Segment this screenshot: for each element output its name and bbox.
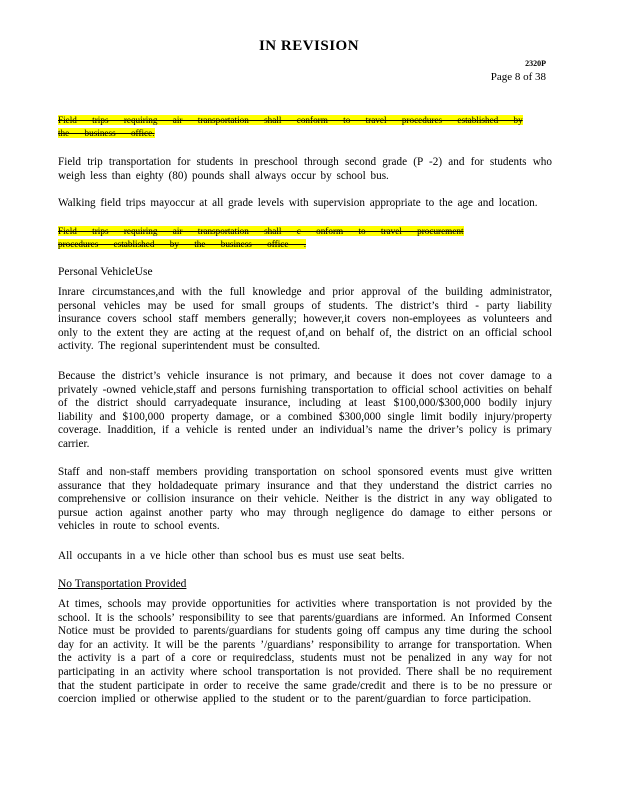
paragraph-staff-assurance: Staff and non-staff members providing transportation on school sponsored events must give written assurance that they holdadequate primary insurance and that they understand the district carries no comprehensive or collision insurance on their vehicle. Neither is the district in any way obligated to pursue action against another party who may through negligence do damage to either persons or vehicles in route to school events. — [58, 466, 552, 533]
struck-text-1: Field trips requiring air transportation shall conform to travel procedures established by the business office. — [58, 115, 523, 138]
heading-personal-vehicle-use: Personal VehicleUse — [58, 266, 153, 278]
paragraph-no-transportation: At times, schools may provide opportunities for activities where transportation is not provided by the school. It is the schools’ responsibility to see that parents/guardians are informed. An Informed Consent Notice must be provided to parents/guardians for students going off campus any time during the school day for an activity. It will be the parents ’/guardians’ responsibility to arrange for transportation. When the activity is a part of a core or requiredclass, students must not be penalized in any way for not participating in an activity where school transportation is not provided. There shall be no requirement that the student participate in order to receive the same grade/credit and there is to be no pressure or coercion implied or otherwise applied to the student or to the parent/guardian to force participation. — [58, 598, 552, 706]
heading-no-transportation-provided: No Transportation Provided — [58, 578, 187, 590]
policy-code: 2320P — [525, 59, 546, 68]
struck-paragraph-2 — [58, 225, 510, 251]
paragraph-personal-vehicles: Inrare circumstances,and with the full knowledge and prior approval of the building administrator, personal vehicles may be used for small groups of students. The district’s third - party liability insurance covers school staff members generally; however,it covers non-employees as volunteers and only to the extent they are acting at the request of,and on behalf of, the district on an official school activity. The regional superintendent must be consulted. — [58, 286, 552, 353]
document-title: IN REVISION — [258, 38, 360, 54]
paragraph-field-trip-transportation: Field trip transportation for students in preschool through second grade (P -2) and for students who weigh less than eighty (80) pounds shall always occur by school bus. — [58, 156, 552, 182]
struck-text-2: Field trips requiring air transportation shall c onform to travel procurement procedures established by the business office . — [58, 226, 464, 249]
page-number: Page 8 of 38 — [490, 71, 546, 83]
paragraph-vehicle-insurance: Because the district’s vehicle insurance is not primary, and because it does not cover damage to a privately -owned vehicle,staff and persons furnishing transportation to official school activities on behalf of the district should carryadequate insurance, including at least $100,000/$300,000 bodily injury liability and $100,000 property damage, or a combined $300,000 single limit bodily injury/property coverage. Inaddition, if a vehicle is rented under an individual’s name the driver’s policy is primary carrier. — [58, 370, 552, 450]
struck-paragraph-1 — [58, 114, 536, 140]
paragraph-seat-belts: All occupants in a ve hicle other than school bus es must use seat belts. — [58, 550, 405, 562]
paragraph-walking-field-trips: Walking field trips mayoccur at all grade levels with supervision appropriate to the age and location. — [58, 197, 538, 209]
